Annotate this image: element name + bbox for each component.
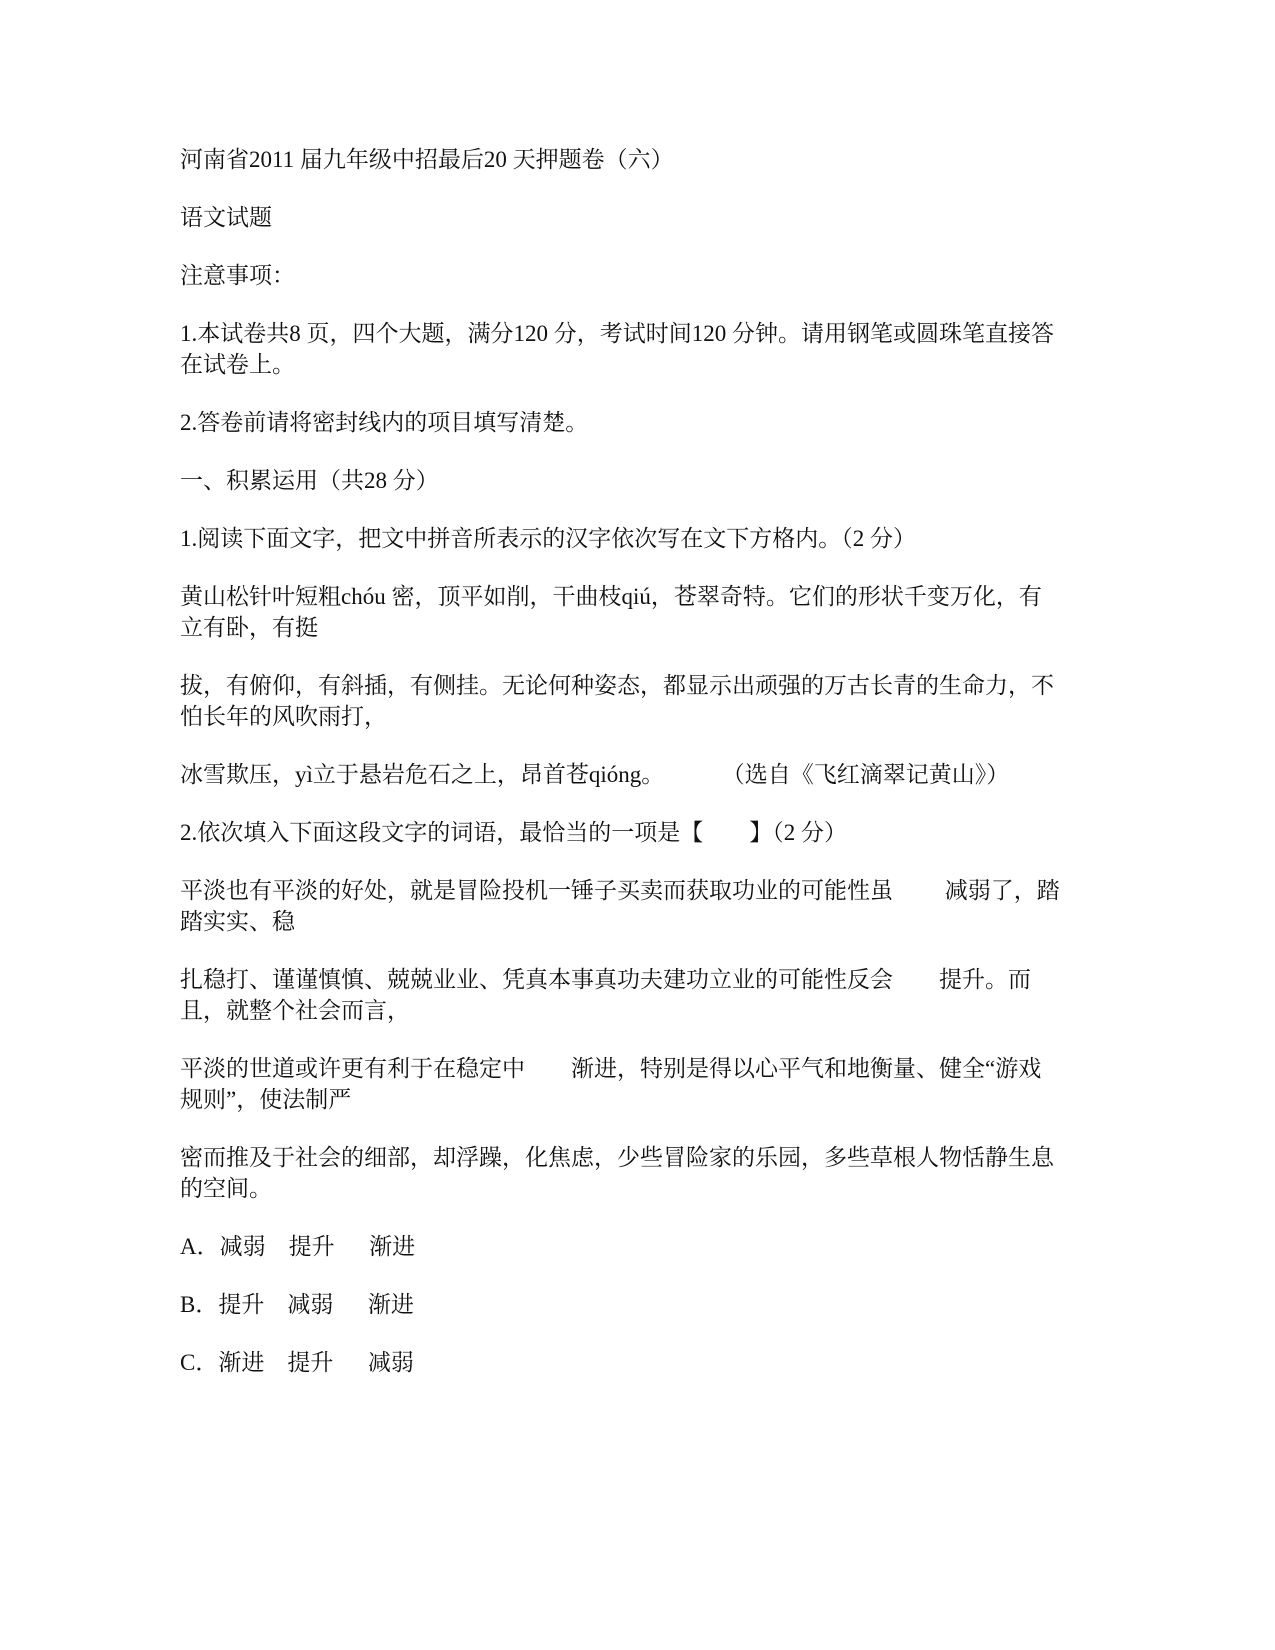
q1-passage-line-2: 拔，有俯仰，有斜插，有侧挂。无论何种姿态，都显示出顽强的万古长青的生命力，不怕长年的风吹雨打， xyxy=(180,673,1054,729)
q2-prompt: 2.依次填入下面这段文字的词语，最恰当的一项是【 】（2 分） xyxy=(180,820,847,845)
q2-passage-line-3: 平淡的世道或许更有利于在稳定中 渐进，特别是得以心平气和地衡量、健全“游戏规则”，使法制严 xyxy=(180,1056,1042,1112)
note-2: 2.答卷前请将密封线内的项目填写清楚。 xyxy=(180,410,589,435)
q2-passage-line-4: 密而推及于社会的细部，却浮躁，化焦虑，少些冒险家的乐园，多些草根人物恬静生息的空间。 xyxy=(180,1145,1054,1201)
notes-heading: 注意事项： xyxy=(180,263,295,288)
q1-passage-line-1: 黄山松针叶短粗chóu 密，顶平如削，干曲枝qiú，苍翠奇特。它们的形状千变万化，有立有卧，有挺 xyxy=(180,584,1042,640)
option-c: C．渐进 提升 减弱 xyxy=(180,1350,414,1375)
option-a: A．减弱 提升 渐进 xyxy=(180,1234,416,1259)
subject-heading: 语文试题 xyxy=(180,205,272,230)
q1-prompt: 1.阅读下面文字，把文中拼音所表示的汉字依次写在文下方格内。（2 分） xyxy=(180,526,916,551)
exam-title: 河南省2011 届九年级中招最后20 天押题卷（六） xyxy=(180,147,674,172)
q1-passage-line-3: 冰雪欺压，yì立于悬岩危石之上，昂首苍qióng。 （选自《飞红滴翠记黄山》） xyxy=(180,762,1010,787)
q2-passage-line-2: 扎稳打、谨谨慎慎、兢兢业业、凭真本事真功夫建功立业的可能性反会 提升。而且，就整个社会而言， xyxy=(180,967,1031,1023)
option-b: B．提升 减弱 渐进 xyxy=(180,1292,414,1317)
note-1: 1.本试卷共8 页，四个大题，满分120 分，考试时间120 分钟。请用钢笔或圆珠笔直接答在试卷上。 xyxy=(180,321,1054,377)
q2-passage-line-1: 平淡也有平淡的好处，就是冒险投机一锤子买卖而获取功业的可能性虽 减弱了，踏踏实实、稳 xyxy=(180,878,1060,934)
section-1-heading: 一、积累运用（共28 分） xyxy=(180,468,439,493)
